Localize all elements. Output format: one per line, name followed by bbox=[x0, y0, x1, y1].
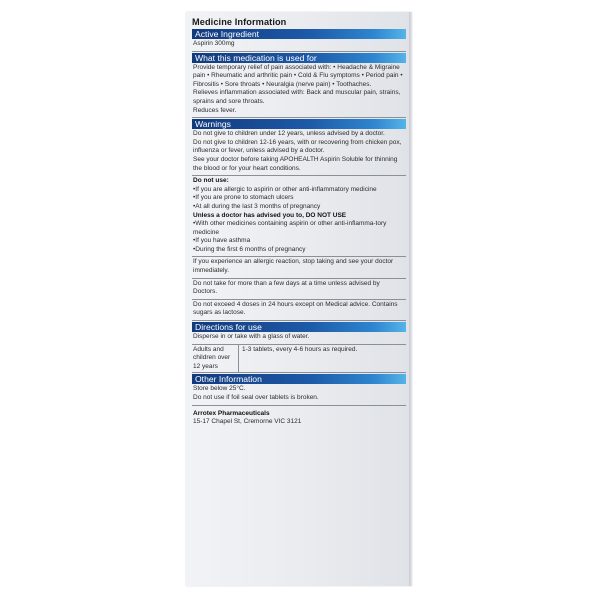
other-info-heading: Other Information bbox=[192, 374, 406, 384]
note-allergic-reaction: If you experience an allergic reaction, stop taking and see your doctor immediately. bbox=[192, 257, 406, 278]
warnings-text-3: See your doctor before taking APOHEALTH Aspirin Soluble for thinning the blood or for your heart conditions. bbox=[193, 155, 398, 172]
directions-text: Disperse in or take with a glass of water. bbox=[192, 332, 406, 345]
active-ingredient-value: Aspirin 300mg bbox=[193, 40, 235, 47]
uses-heading: What this medication is used for bbox=[192, 53, 406, 63]
unless-doctor-heading: Unless a doctor has advised you to, DO NOT USE bbox=[193, 211, 347, 219]
uses-text-1: Provide temporary relief of pain associated with: • Headache & Migraine pain • Rheumatic and arthritic pain • Cold & Flu symptoms • Period pain • Fibrositis • Sore throats • Neuralgia (nerve pain) • Toothaches. bbox=[193, 63, 403, 88]
manufacturer-address: 15-17 Chapel St, Cremorne VIC 3121 bbox=[193, 418, 302, 426]
dosage-table bbox=[192, 345, 406, 374]
directions-heading: Directions for use bbox=[192, 322, 406, 332]
note-duration: Do not take for more than a few days at a time unless advised by Doctors. bbox=[192, 279, 406, 300]
uses-section bbox=[192, 63, 406, 119]
active-ingredient-section bbox=[192, 39, 406, 52]
uses-text-2: Relieves inflammation associated with: Back and muscular pain, strains, sprains and sore throats. bbox=[193, 89, 401, 105]
uses-text-3: Reduces fever. bbox=[193, 106, 237, 114]
dosage-who-cell: Adults and children over 12 years bbox=[192, 345, 239, 373]
storage-text: Store below 25°C. bbox=[193, 385, 246, 393]
medicine-box-panel bbox=[186, 12, 412, 586]
active-ingredient-heading: Active Ingredient bbox=[192, 29, 406, 39]
warnings-text-1: Do not give to children under 12 years, unless advised by a doctor. bbox=[193, 130, 385, 138]
do-not-use-item-2: • During the first 6 months of pregnancy bbox=[193, 246, 405, 255]
dosage-amount-cell: 1-3 tablets, every 4-6 hours as required. bbox=[242, 345, 358, 353]
warnings-section bbox=[192, 129, 406, 176]
foil-seal-text: Do not use if foil seal over tablets is broken. bbox=[193, 394, 319, 401]
do-not-use-item: • At all during the last 3 months of pregnancy bbox=[193, 203, 405, 212]
do-not-use-item-2: • If you have asthma bbox=[193, 237, 405, 246]
do-not-use-item: • If you are allergic to aspirin or other anti-inflammatory medicine bbox=[193, 186, 405, 195]
do-not-use-item: • If you are prone to stomach ulcers bbox=[193, 194, 405, 203]
do-not-use-heading: Do not use: bbox=[193, 177, 229, 185]
manufacturer-name: Arrotex Pharmaceuticals bbox=[193, 409, 270, 417]
other-info-section bbox=[192, 384, 406, 405]
medicine-info-content bbox=[192, 17, 406, 428]
warnings-text-2: Do not give to children 12-16 years, with or recovering from chicken pox, influenza or fever, unless advised by a doctor. bbox=[193, 138, 402, 155]
panel-title: Medicine Information bbox=[192, 17, 287, 27]
warnings-heading: Warnings bbox=[192, 119, 406, 129]
do-not-use-section bbox=[192, 176, 406, 257]
note-max-doses: Do not exceed 4 doses in 24 hours except on Medical advice. Contains sugars as lactose. bbox=[192, 300, 406, 321]
do-not-use-item-2: • With other medicines containing aspirin or other anti-inflamma-tory medicine bbox=[193, 220, 405, 237]
manufacturer-block bbox=[192, 409, 406, 428]
